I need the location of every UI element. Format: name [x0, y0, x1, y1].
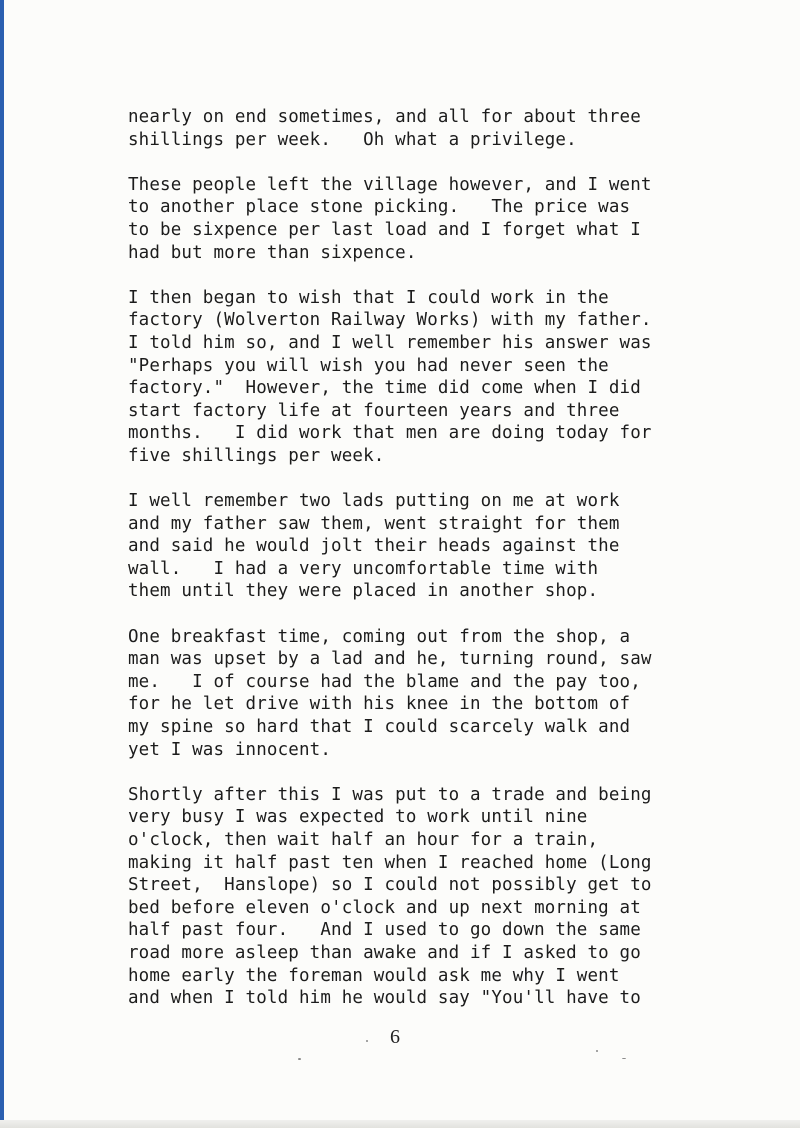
- paragraph: [128, 174, 698, 264]
- text-line: One breakfast time, coming out from the shop, a: [128, 626, 631, 647]
- text-line: road more asleep than awake and if I asked to go: [128, 942, 641, 963]
- text-line: and when I told him he would say "You'll have to: [128, 988, 641, 1009]
- paragraph: [128, 287, 698, 468]
- text-line: and said he would jolt their heads against the: [128, 536, 620, 557]
- paragraph: [128, 106, 698, 151]
- text-line: start factory life at fourteen years and three: [128, 400, 620, 421]
- text-line: home early the foreman would ask me why I went: [128, 965, 620, 986]
- scan-speck: [366, 1040, 368, 1042]
- text-line: factory." However, the time did come when I did: [128, 378, 641, 399]
- scan-speck: [622, 1058, 626, 1059]
- text-line: to be sixpence per last load and I forget what I: [128, 219, 641, 240]
- text-line: bed before eleven o'clock and up next morning at: [128, 897, 641, 918]
- text-line: for he let drive with his knee in the bottom of: [128, 694, 631, 715]
- text-line: my spine so hard that I could scarcely walk and: [128, 717, 631, 738]
- text-line: Shortly after this I was put to a trade and being: [128, 784, 652, 805]
- text-line: yet I was innocent.: [128, 739, 332, 760]
- text-line: five shillings per week.: [128, 445, 385, 466]
- text-line: me. I of course had the blame and the pay too,: [128, 671, 641, 692]
- text-line: wall. I had a very uncomfortable time with: [128, 558, 599, 579]
- text-line: had but more than sixpence.: [128, 242, 417, 263]
- scan-speck: [298, 1058, 301, 1060]
- paragraph: [128, 626, 698, 762]
- text-line: man was upset by a lad and he, turning round, saw: [128, 649, 652, 670]
- text-line: and my father saw them, went straight for them: [128, 513, 620, 534]
- text-line: o'clock, then wait half an hour for a train,: [128, 830, 599, 850]
- text-line: them until they were placed in another shop.: [128, 581, 599, 602]
- scan-speck: [596, 1050, 598, 1052]
- page-bottom-edge: [0, 1120, 800, 1128]
- body-text: [128, 106, 698, 1032]
- page-number: 6: [390, 1026, 400, 1048]
- paragraph: [128, 784, 698, 1010]
- text-line: nearly on end sometimes, and all for about three: [128, 107, 641, 127]
- text-line: I well remember two lads putting on me at work: [128, 491, 620, 512]
- text-line: months. I did work that men are doing today for: [128, 423, 652, 444]
- text-line: "Perhaps you will wish you had never seen the: [128, 355, 609, 376]
- text-line: shillings per week. Oh what a privilege.: [128, 129, 577, 150]
- paragraph: [128, 490, 698, 603]
- text-line: I then began to wish that I could work in the: [128, 287, 609, 308]
- binding-edge: [0, 0, 4, 1128]
- text-line: half past four. And I used to go down the same: [128, 920, 641, 941]
- text-line: very busy I was expected to work until nine: [128, 807, 588, 828]
- text-line: factory (Wolverton Railway Works) with my father.: [128, 310, 652, 331]
- text-line: These people left the village however, and I went: [128, 174, 652, 195]
- text-line: Street, Hanslope) so I could not possibly get to: [128, 875, 652, 896]
- text-line: making it half past ten when I reached home (Long: [128, 852, 652, 873]
- text-line: I told him so, and I well remember his answer was: [128, 332, 652, 353]
- text-line: to another place stone picking. The price was: [128, 197, 631, 218]
